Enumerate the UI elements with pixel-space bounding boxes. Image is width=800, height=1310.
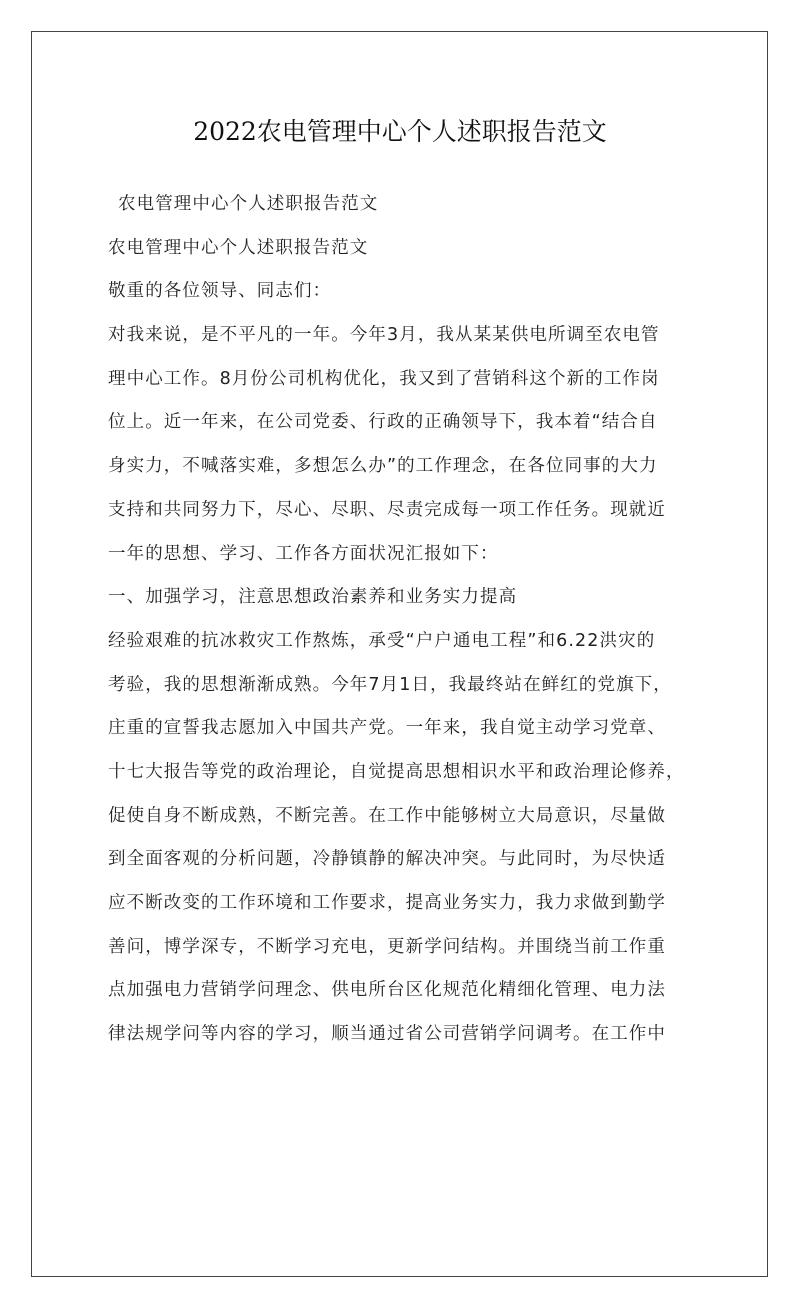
paragraph-line: 一年的思想、学习、工作各方面状况汇报如下： — [108, 543, 499, 564]
document-subtitle: 农电管理中心个人述职报告范文 — [118, 194, 379, 214]
paragraph-line: 善问，博学深专，不断学习充电，更新学问结构。并围绕当前工作重 — [108, 936, 666, 957]
paragraph-line: 理中心工作。8月份公司机构优化，我又到了营销科这个新的工作岗 — [108, 368, 660, 389]
document-body — [108, 183, 698, 1057]
paragraph-line: 经验艰难的抗冰救灾工作熬炼，承受“户户通电工程”和6.22洪灾的 — [108, 630, 656, 651]
paragraph-line: 应不断改变的工作环境和工作要求，提高业务实力，我力求做到勤学 — [108, 893, 666, 913]
paragraph-line: 十七大报告等党的政治理论，自觉提高思想相识水平和政治理论修养， — [108, 761, 685, 782]
paragraph-line: 身实力，不喊落实难，多想怎么办”的工作理念，在各位同事的大力 — [108, 456, 658, 477]
paragraph-line: 促使自身不断成熟，不断完善。在工作中能够树立大局意识，尽量做 — [108, 805, 666, 826]
section-heading: 一、加强学习，注意思想政治素养和业务实力提高 — [108, 587, 518, 608]
paragraph-line: 位上。近一年来，在公司党委、行政的正确领导下，我本着“结合自 — [108, 412, 658, 433]
paragraph-line: 点加强电力营销学问理念、供电所台区化规范化精细化管理、电力法 — [108, 980, 666, 1001]
paragraph-line: 支持和共同努力下，尽心、尽职、尽责完成每一项工作任务。现就近 — [108, 499, 666, 520]
paragraph-line: 到全面客观的分析问题，冷静镇静的解决冲突。与此同时，为尽快适 — [108, 849, 666, 870]
paragraph-line: 考验，我的思想渐渐成熟。今年7月1日，我最终站在鲜红的党旗下， — [108, 674, 672, 695]
paragraph-line: 庄重的宣誓我志愿加入中国共产党。一年来，我自觉主动学习党章、 — [108, 718, 666, 739]
paragraph-line: 律法规学问等内容的学习，顺当通过省公司营销学问调考。在工作中 — [108, 1024, 666, 1045]
paragraph-line: 农电管理中心个人述职报告范文 — [108, 237, 369, 258]
document-title: 2022农电管理中心个人述职报告范文 — [193, 117, 607, 146]
paragraph-line: 对我来说，是不平凡的一年。今年3月，我从某某供电所调至农电管 — [108, 325, 660, 346]
salutation-line: 敬重的各位领导、同志们： — [108, 281, 332, 302]
